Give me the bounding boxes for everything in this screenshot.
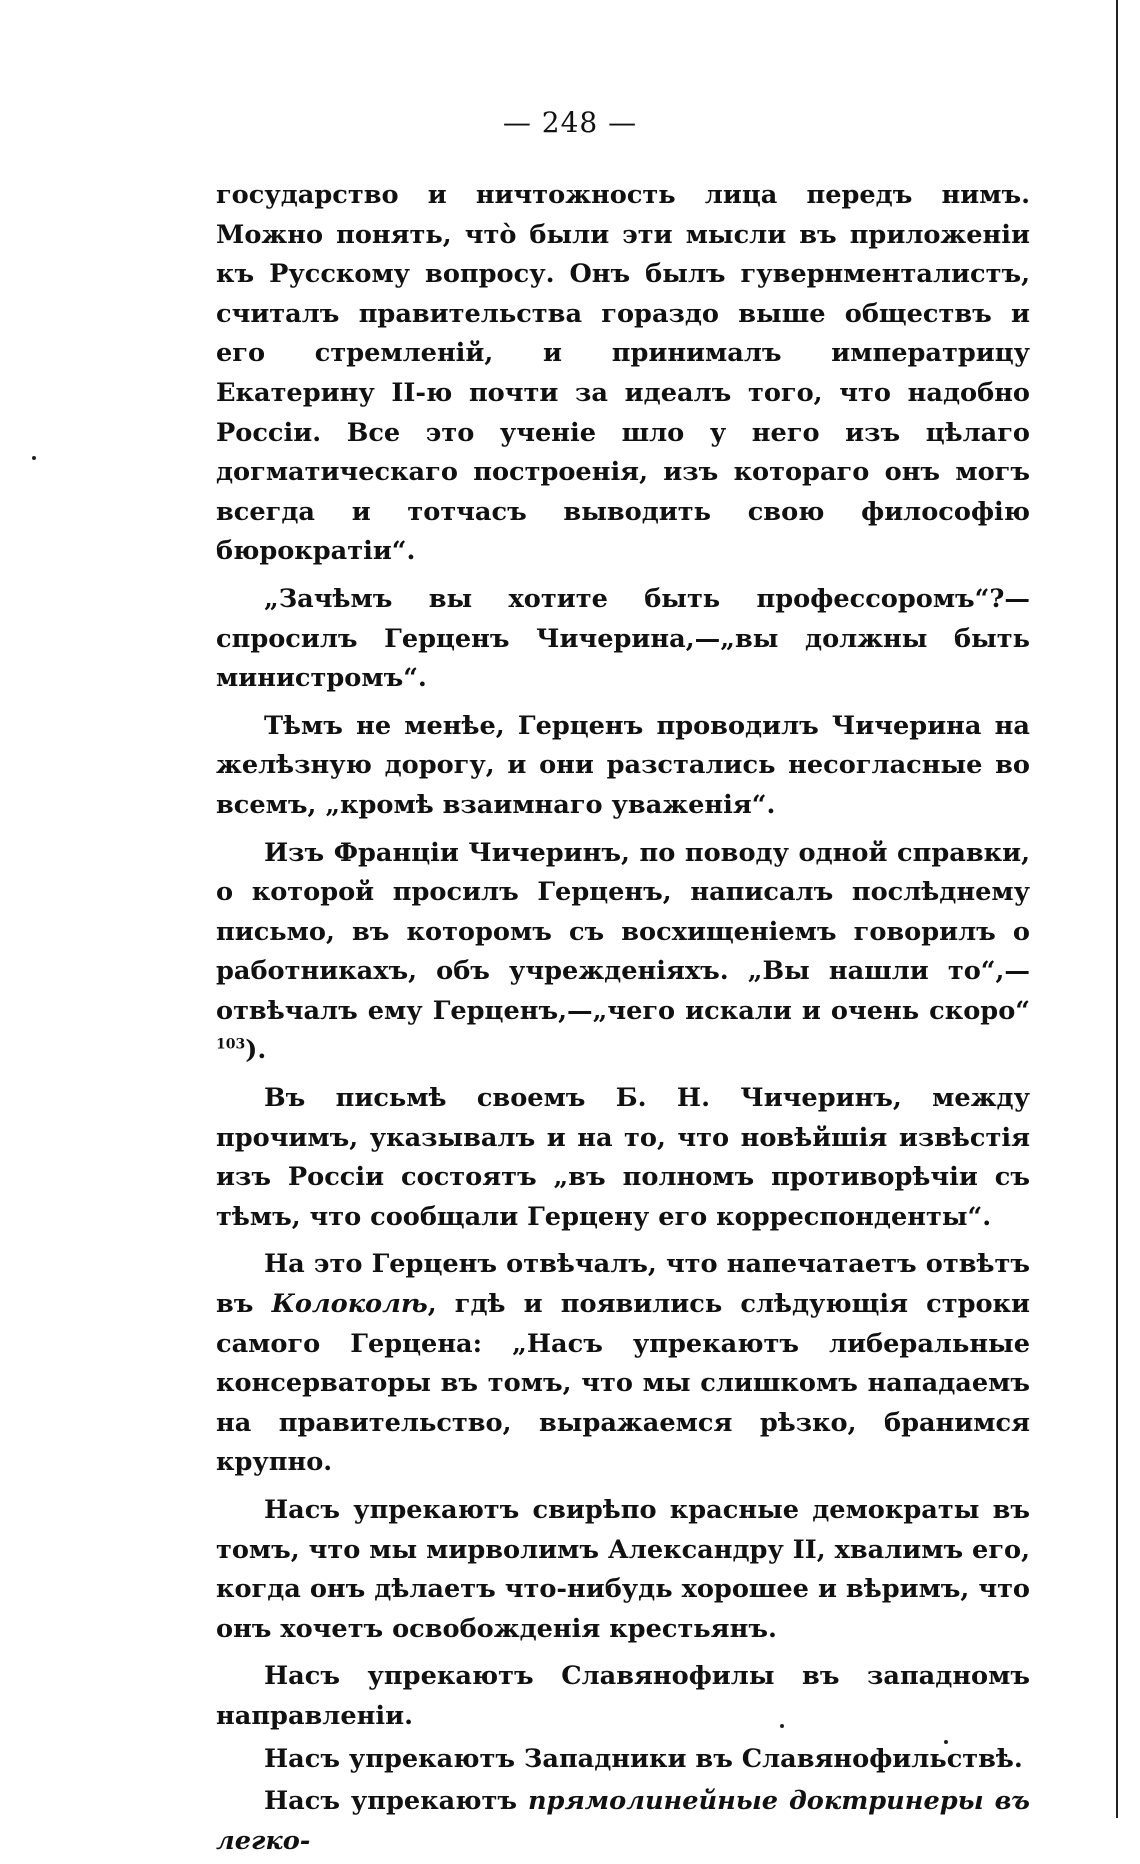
scan-edge-line: [1116, 0, 1118, 1818]
paragraph-with-italic: [216, 1245, 1030, 1483]
paragraph-text: На это Герценъ отвѣчалъ, что напечатаетъ отвѣтъ въ: [216, 1249, 1030, 1320]
paragraph-text: ).: [245, 1035, 267, 1066]
body-text: [216, 176, 1030, 1864]
italic-title: Колоколѣ: [271, 1289, 428, 1320]
scan-speck: [32, 456, 36, 460]
paragraph-continued: государство и ничтожность лица передъ нимъ. Можно понять, чтò были эти мысли въ приложеніи къ Русскому вопросу. Онъ былъ гувернменталистъ, считалъ правительства гораздо выше обществъ и его стремленій, и принималъ императрицу Екатерину II-ю почти за идеалъ того, что надобно Россіи. Все это ученіе шло у него изъ цѣлаго догматическаго построенія, изъ котораго онъ могъ всегда и тотчасъ выводить свою философію бюрократіи“.: [216, 180, 1030, 567]
paragraph-text: , гдѣ и появились слѣдующія строки самого Герцена: „Насъ упрекаютъ либеральные консерваторы въ томъ, что мы слишкомъ нападаемъ на правительство, выражаемся рѣзко, бранимся крупно.: [216, 1289, 1031, 1478]
footnote-reference: 103: [216, 1036, 246, 1053]
italic-phrase: прямолинейные доктринеры въ легко-: [216, 1786, 1031, 1856]
paragraph-with-footnote: [216, 834, 1030, 1072]
paragraph: Насъ упрекаютъ Славянофилы въ западномъ направленіи.: [216, 1661, 1030, 1731]
paragraph-with-italic: [216, 1782, 1030, 1861]
page-number: — 248 —: [502, 106, 638, 139]
paragraph-text: Насъ упрекаютъ: [264, 1786, 528, 1817]
paragraph: „Зачѣмъ вы хотите быть профессоромъ“?—спросилъ Герценъ Чичерина,—„вы должны быть министромъ“.: [216, 583, 1030, 694]
paragraph: Насъ упрекаютъ Западники въ Славянофильствѣ.: [264, 1743, 1023, 1774]
paragraph: Насъ упрекаютъ свирѣпо красные демократы въ томъ, что мы мирволимъ Александру II, хвалимъ его, когда онъ дѣлаетъ что-нибудь хорошее и вѣримъ, что онъ хочетъ освобожденія крестьянъ.: [216, 1495, 1030, 1644]
paragraph: Тѣмъ не менѣе, Герценъ проводилъ Чичерина на желѣзную дорогу, и они разстались несогласные во всемъ, „кромѣ взаимнаго уваженія“.: [216, 710, 1030, 820]
paragraph-text: Изъ Франціи Чичеринъ, по поводу одной справки, о которой просилъ Герценъ, написалъ послѣднему письмо, въ которомъ съ восхищеніемъ говорилъ о работникахъ, объ учрежденіяхъ. „Вы нашли то“,—отвѣчалъ ему Герценъ,—„чего искали и очень скоро“: [216, 837, 1030, 1026]
paragraph: Въ письмѣ своемъ Б. Н. Чичеринъ, между прочимъ, указывалъ и на то, что новѣйшія извѣстія изъ Россіи состоятъ „въ полномъ противорѣчіи съ тѣмъ, что сообщали Герцену его корреспонденты“.: [216, 1083, 1030, 1232]
